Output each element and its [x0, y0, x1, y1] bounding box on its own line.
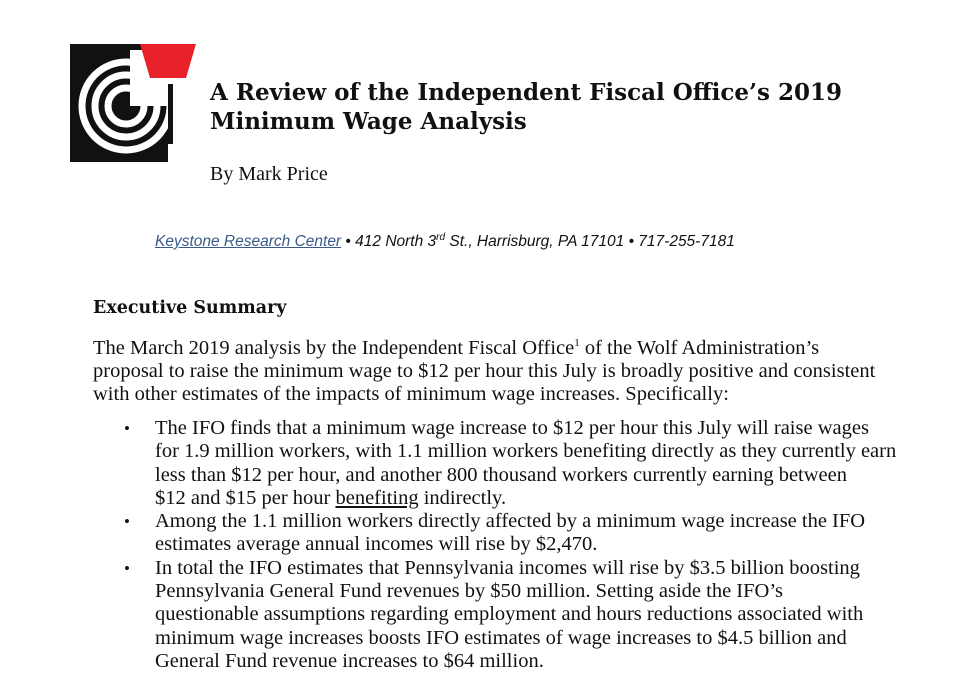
bullet-line: Among the 1.1 million workers directly affected by a minimum wage increase the IFO	[155, 510, 866, 533]
bullet-line: General Fund revenue increases to $64 million.	[155, 649, 544, 672]
bullet-line: The IFO finds that a minimum wage increase to $12 per hour this July will raise wages	[155, 417, 869, 439]
bullet-line-text: $12 and $15 per hour	[155, 486, 336, 509]
intro-line: proposal to raise the minimum wage to $12 per hour this July is broadly positive and consistent	[93, 359, 876, 382]
bullet-icon: •	[124, 558, 130, 578]
list-item	[93, 557, 913, 673]
intro-line-1-text: The March 2019 analysis by the Independent Fiscal Office	[93, 336, 575, 359]
intro-line: with other estimates of the impacts of minimum wage increases. Specifically:	[93, 382, 729, 405]
underlined-word: benefiting	[335, 486, 419, 509]
bullet-line: minimum wage increases boosts IFO estimates of wage increases to $4.5 billion and	[155, 626, 847, 649]
byline: By Mark Price	[210, 163, 328, 185]
bullet-icon: •	[124, 419, 130, 438]
bullet-line: less than $12 per hour, and another 800 thousand workers currently earning between	[155, 463, 847, 486]
address-line	[155, 232, 735, 251]
intro-paragraph	[93, 332, 908, 406]
title-line-1: A Review of the Independent Fiscal Office’s 2019	[210, 79, 843, 106]
bullet-line: estimates average annual incomes will rise by $2,470.	[155, 533, 598, 556]
bullet-line: questionable assumptions regarding employment and hours reductions associated with	[155, 603, 864, 626]
list-item	[93, 510, 913, 557]
bullet-icon: •	[124, 512, 130, 532]
keystone-logo	[70, 44, 196, 162]
section-heading: Executive Summary	[93, 298, 287, 318]
bullet-line: In total the IFO estimates that Pennsylvania incomes will rise by $3.5 billion boosting	[155, 556, 860, 579]
bullet-line-text: indirectly.	[418, 486, 507, 509]
bullet-line: for 1.9 million workers, with 1.1 million workers benefiting directly as they currently earn	[155, 440, 897, 463]
intro-line	[93, 332, 908, 360]
organization-link[interactable]: Keystone Research Center	[155, 233, 342, 251]
bullet-line	[155, 487, 913, 510]
footnote-marker[interactable]: 1	[574, 337, 580, 349]
document-title	[210, 78, 910, 136]
title-line-2: Minimum Wage Analysis	[210, 108, 527, 135]
ordinal-suffix: rd	[436, 232, 446, 243]
bullet-list	[93, 417, 913, 673]
bullet-line: Pennsylvania General Fund revenues by $50 million. Setting aside the IFO’s	[155, 580, 784, 603]
address-street: • 412 North 3	[341, 233, 437, 251]
list-item	[93, 417, 913, 510]
intro-line-1-rest: of the Wolf Administration’s	[579, 336, 820, 359]
address-city-phone: St., Harrisburg, PA 17101 • 717-255-7181	[445, 233, 735, 251]
